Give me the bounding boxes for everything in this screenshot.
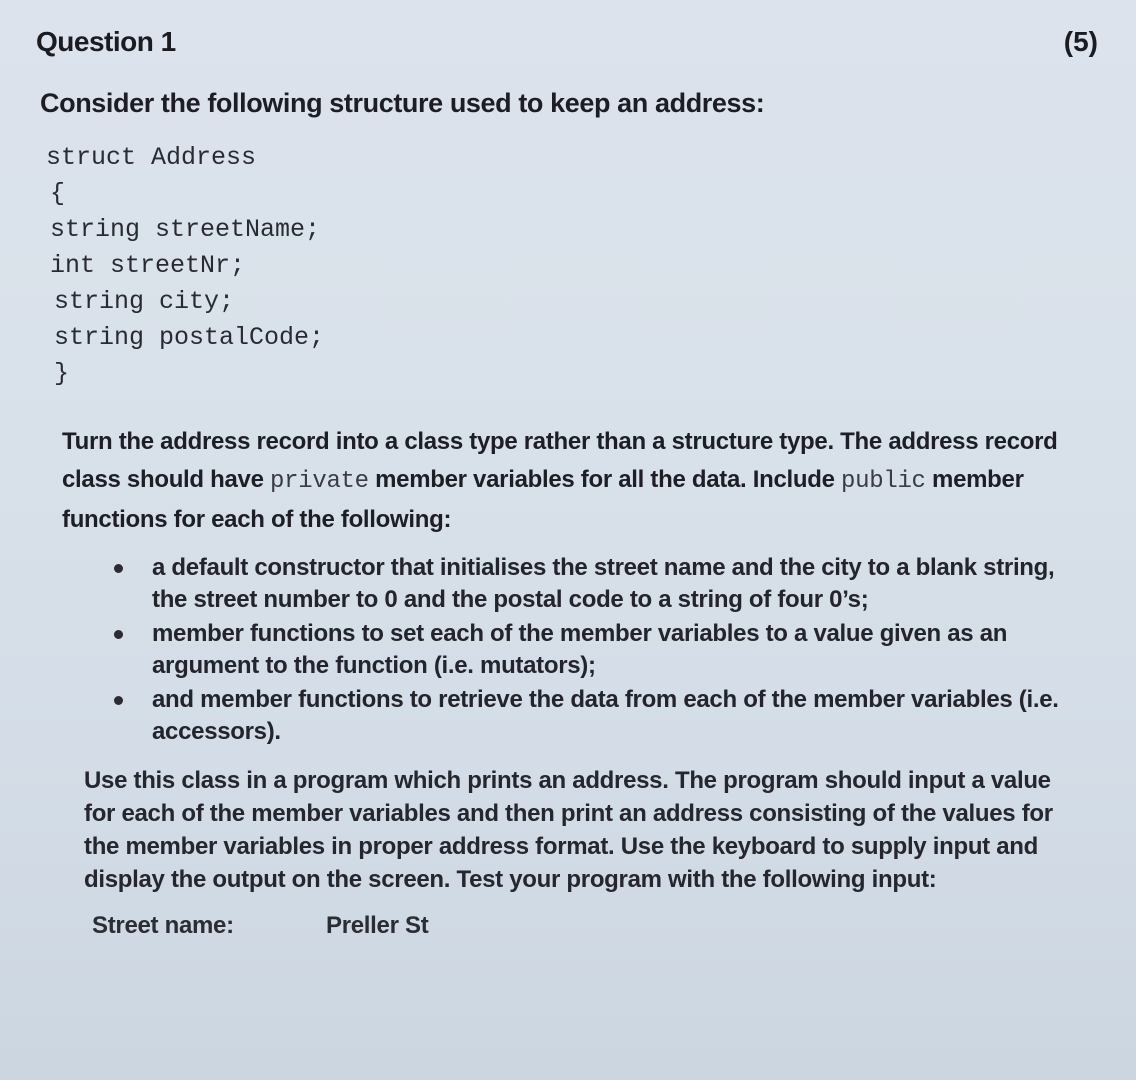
keyword-public: public [841,468,926,495]
test-input-row [92,912,428,940]
list-item [108,684,1088,748]
intro-text: Consider the following structure used to keep an address: [40,88,765,118]
code-line: string postalCode; [54,323,325,352]
list-item-text: and member functions to retrieve the data from each of the member variables (i.e. accessors). [152,686,1059,745]
program-paragraph: Use this class in a program which prints an address. The program should input a value for each of the member variables and then print an address consisting of the values for the member variables in proper address format. Use the keyboard to supply input and display the output on the screen. Test your program with the following input: [84,767,1053,893]
code-line: string city; [54,287,235,316]
bullet-icon [114,696,123,705]
question-title: Question 1 [36,26,176,57]
code-line: int streetNr; [50,251,246,280]
code-block [46,140,324,392]
instructions-paragraph [62,423,1102,539]
code-line: struct Address [46,143,257,172]
code-line: } [54,359,70,388]
bullet-icon [114,630,123,639]
code-line: string streetName; [50,215,321,244]
list-item [108,552,1088,616]
question-marks: (5) [1063,26,1098,57]
instructions-text: member functions for each of the following: [62,466,1024,533]
code-line: { [50,179,66,208]
test-input-label: Street name: [92,912,234,939]
instructions-text: Turn the address record into a class type rather than a structure type. The address record class should have [62,428,1058,493]
requirements-list [108,552,1088,750]
bullet-icon [114,564,123,573]
instructions-text: member variables for all the data. Include [368,466,842,493]
list-item [108,618,1088,682]
keyword-private: private [270,468,369,495]
list-item-text: member functions to set each of the member variables to a value given as an argument to the function (i.e. mutators); [152,620,1008,679]
list-item-text: a default constructor that initialises the street name and the city to a blank string, the street number to 0 and the postal code to a string of four 0’s; [152,554,1055,613]
test-input-value: Preller St [326,912,429,939]
